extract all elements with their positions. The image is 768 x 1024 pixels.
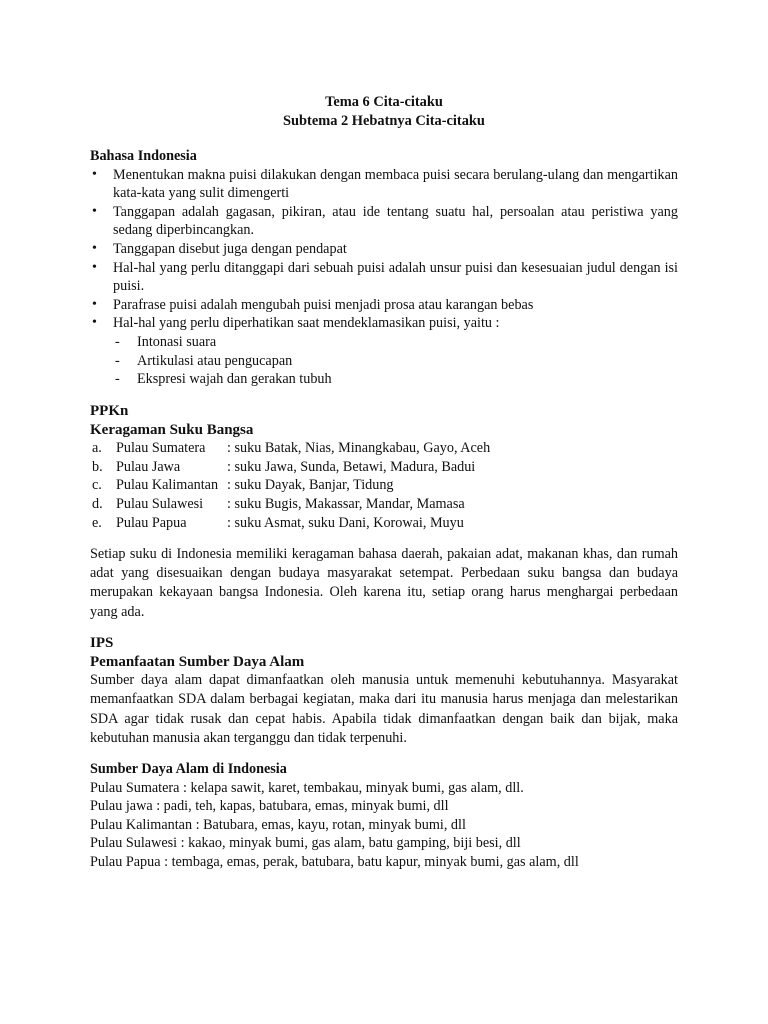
section-heading-ips: IPS — [90, 635, 114, 651]
bullet-item-text: Hal-hal yang perlu diperhatikan saat mendeklamasikan puisi, yaitu : — [113, 315, 500, 332]
ips-paragraph: Sumber daya alam dapat dimanfaatkan oleh manusia untuk memenuhi kebutuhannya. Masyarakat memanfaatkan SDA dalam berbagai kegiatan, maka dari itu manusia harus menjaga dan melestarikan SDA agar tidak rusak dan cepat habis. Apabila tidak dimanfaatkan dengan baik dan bijak, maka kebutuhan manusia akan terganggu dan tidak terpenuhi. — [90, 672, 678, 746]
item-name: Pulau Sulawesi — [116, 495, 204, 512]
item-label: a. — [92, 440, 102, 457]
subheading-sda-indonesia: Sumber Daya Alam di Indonesia — [90, 761, 287, 777]
document-subtitle: Subtema 2 Hebatnya Cita-citaku — [283, 113, 485, 129]
item-label: b. — [92, 458, 103, 475]
item-name: Pulau Sumatera — [116, 440, 206, 457]
subheading-pemanfaatan: Pemanfaatan Sumber Daya Alam — [90, 653, 305, 670]
subheading-keragaman: Keragaman Suku Bangsa — [90, 421, 254, 438]
sda-line: Pulau Papua : tembaga, emas, perak, batubara, batu kapur, minyak bumi, gas alam, dll — [90, 853, 579, 870]
dash-sub-list — [113, 333, 678, 389]
document-title: Tema 6 Cita-citaku — [325, 94, 443, 110]
bullet-item: • Menentukan makna puisi dilakukan dengan membaca puisi secara berulang-ulang dan mengartikan kata-kata yang sulit dimengerti — [90, 166, 678, 203]
sda-line: Pulau jawa : padi, teh, kapas, batubara, emas, minyak bumi, dll — [90, 798, 449, 815]
list-item — [90, 458, 678, 477]
bullet-item: • Tanggapan disebut juga dengan pendapat — [90, 240, 678, 259]
bullet-item: • Tanggapan adalah gagasan, pikiran, atau ide tentang suatu hal, persoalan atau peristiwa yang sedang diperbincangkan. — [90, 203, 678, 240]
list-item — [90, 439, 678, 458]
item-name: Pulau Kalimantan — [116, 477, 219, 494]
item-value: : suku Asmat, suku Dani, Korowai, Muyu — [227, 514, 464, 531]
item-label: d. — [92, 495, 103, 512]
item-label: c. — [92, 477, 102, 494]
section-heading-bahasa: Bahasa Indonesia — [90, 148, 197, 164]
sda-line: Pulau Sumatera : kelapa sawit, karet, tembakau, minyak bumi, gas alam, dll. — [90, 779, 524, 796]
section-ips — [90, 634, 678, 748]
suku-bangsa-list — [90, 439, 678, 532]
section-heading-ppkn: PPKn — [90, 403, 129, 419]
dash-item: - Ekspresi wajah dan gerakan tubuh — [113, 370, 678, 389]
item-name: Pulau Jawa — [116, 458, 181, 475]
item-value: : suku Batak, Nias, Minangkabau, Gayo, Aceh — [227, 440, 491, 457]
item-value: : suku Dayak, Banjar, Tidung — [227, 477, 394, 494]
section-bahasa-indonesia — [90, 147, 678, 389]
sda-line: Pulau Kalimantan : Batubara, emas, kayu, rotan, minyak bumi, dll — [90, 816, 466, 833]
item-name: Pulau Papua — [116, 514, 187, 531]
dash-item: - Intonasi suara — [113, 333, 678, 352]
list-item — [90, 514, 678, 533]
list-item — [90, 495, 678, 514]
ppkn-paragraph: Setiap suku di Indonesia memiliki keragaman bahasa daerah, pakaian adat, makanan khas, dan rumah adat yang disesuaikan dengan budaya masyarakat setempat. Perbedaan suku bangsa dan budaya merupakan kekayaan bangsa Indonesia. Oleh karena itu, setiap orang harus menghargai perbedaan yang ada. — [90, 546, 678, 620]
bullet-item — [90, 314, 678, 388]
section-ppkn — [90, 402, 678, 532]
bullet-item: • Parafrase puisi adalah mengubah puisi menjadi prosa atau karangan bebas — [90, 296, 678, 315]
title-block — [0, 93, 768, 131]
sda-line: Pulau Sulawesi : kakao, minyak bumi, gas alam, batu gamping, biji besi, dll — [90, 835, 521, 852]
item-value: : suku Bugis, Makassar, Mandar, Mamasa — [227, 495, 465, 512]
bullet-item: • Hal-hal yang perlu ditanggapi dari sebuah puisi adalah unsur puisi dan kesesuaian judul dengan isi puisi. — [90, 259, 678, 296]
item-value: : suku Jawa, Sunda, Betawi, Madura, Badui — [227, 458, 476, 475]
bahasa-bullet-list — [90, 166, 678, 389]
list-item — [90, 476, 678, 495]
section-sda-indonesia — [90, 760, 678, 872]
dash-item: - Artikulasi atau pengucapan — [113, 352, 678, 371]
item-label: e. — [92, 514, 102, 531]
